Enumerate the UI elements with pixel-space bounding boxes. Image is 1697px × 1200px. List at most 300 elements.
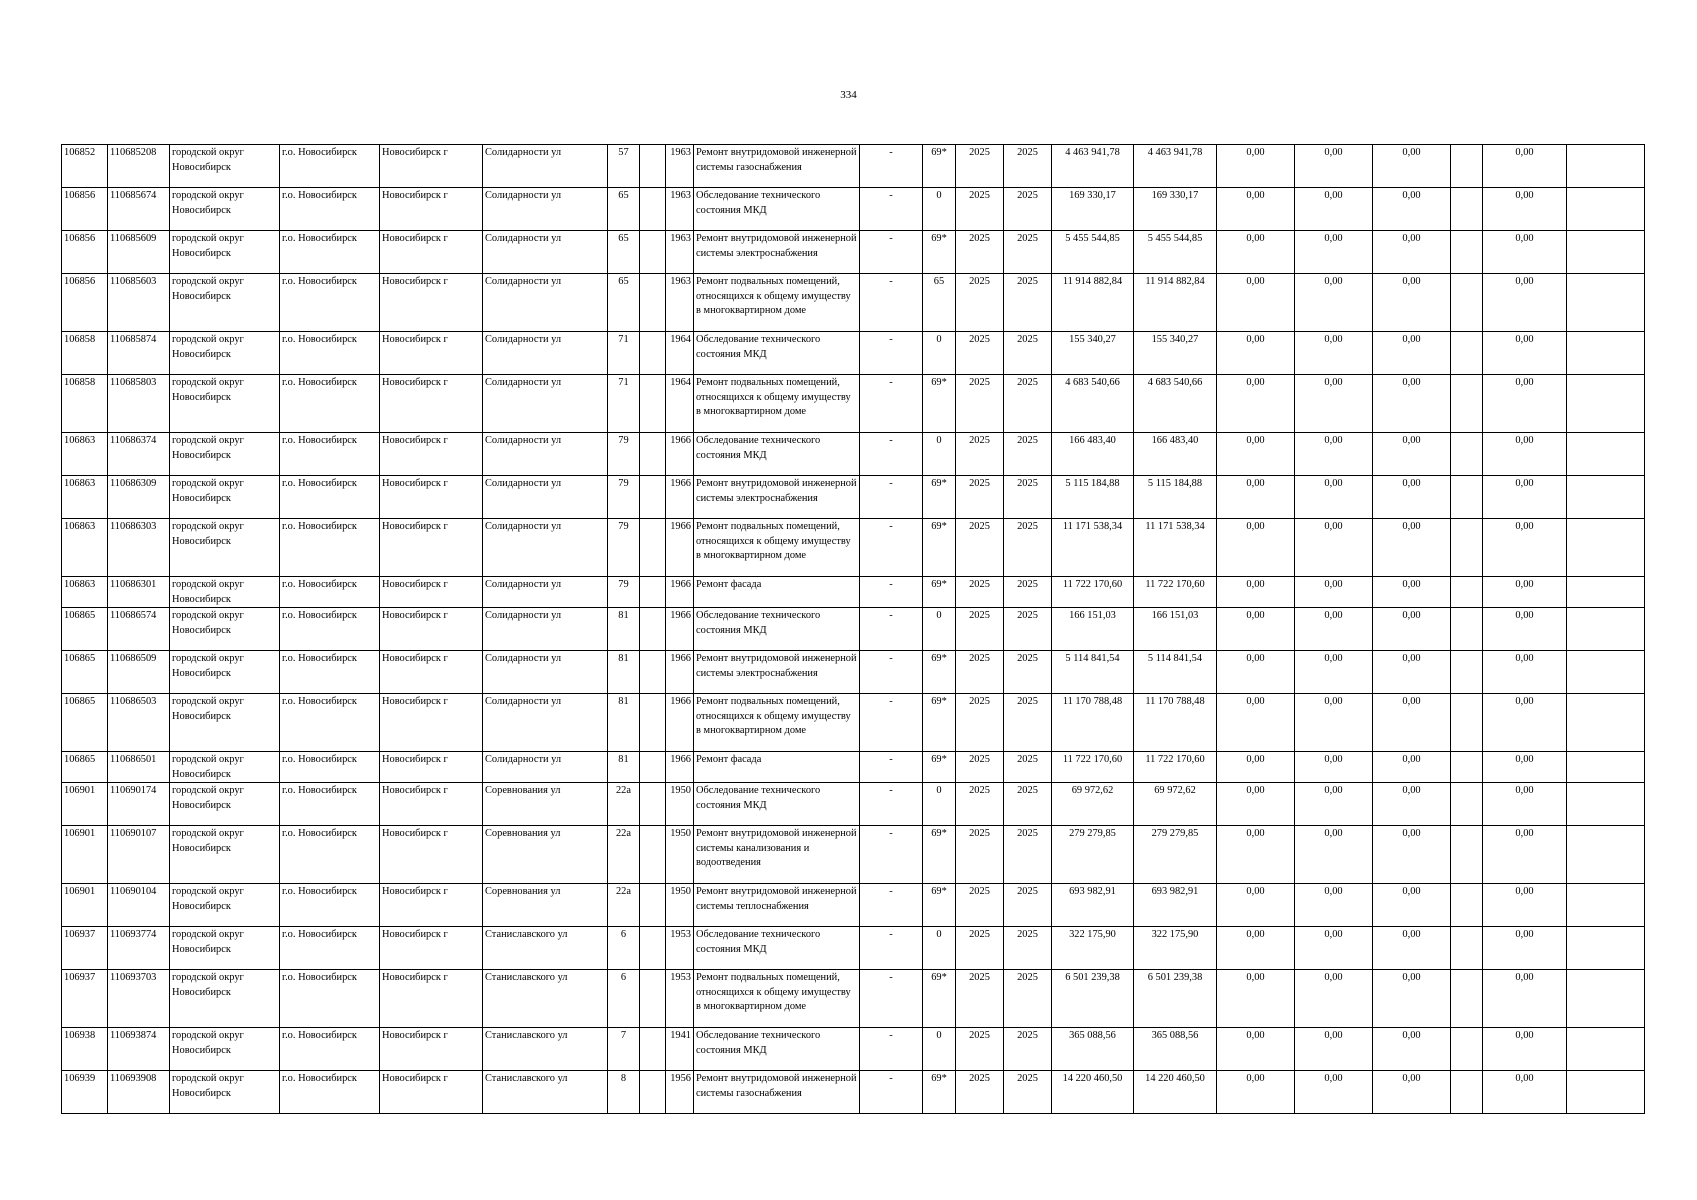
cell-street: Солидарности ул [483, 694, 608, 752]
cell-owners-funds: 0,00 [1483, 694, 1567, 752]
cell-municipality: городской округ Новосибирск [170, 1028, 280, 1071]
cell-work-id: 110693774 [108, 927, 170, 970]
cell-total-cost: 693 982,91 [1052, 884, 1134, 927]
cell-work-id: 110685609 [108, 231, 170, 274]
cell-work-type: Ремонт подвальных помещений, относящихся к общему имуществу в многоквартирном доме [694, 274, 860, 332]
cell-district: г.о. Новосибирск [280, 1028, 380, 1071]
cell-total-cost: 6 501 239,38 [1052, 970, 1134, 1028]
cell-owners-funds: 0,00 [1483, 375, 1567, 433]
cell-district: г.о. Новосибирск [280, 752, 380, 783]
cell-total-cost: 69 972,62 [1052, 783, 1134, 826]
cell-house-number: 65 [608, 274, 640, 332]
cell-street: Соревнования ул [483, 884, 608, 927]
cell-house-number: 81 [608, 651, 640, 694]
cell-fund-cost: 5 115 184,88 [1134, 476, 1217, 519]
cell-municipality: городской округ Новосибирск [170, 433, 280, 476]
cell-total-cost: 166 151,03 [1052, 608, 1134, 651]
cell-work-id: 110686574 [108, 608, 170, 651]
cell-fund-cost: 279 279,85 [1134, 826, 1217, 884]
cell-street: Солидарности ул [483, 752, 608, 783]
cell-year-built: 1966 [666, 577, 694, 608]
cell-house-id: 106856 [62, 274, 108, 332]
cell-budget-regional: 0,00 [1295, 577, 1373, 608]
cell-owners-funds: 0,00 [1483, 783, 1567, 826]
cell-budget-regional: 0,00 [1295, 476, 1373, 519]
cell-work-type: Обследование технического состояния МКД [694, 608, 860, 651]
page-number: 334 [840, 89, 857, 101]
cell-fund-cost: 5 114 841,54 [1134, 651, 1217, 694]
cell-budget-regional: 0,00 [1295, 694, 1373, 752]
cell-owners-funds: 0,00 [1483, 231, 1567, 274]
table-row [62, 694, 1645, 752]
cell-house-id: 106937 [62, 927, 108, 970]
cell-owners-funds: 0,00 [1483, 884, 1567, 927]
cell-year-start: 2025 [956, 476, 1004, 519]
cell-settlement: Новосибирск г [380, 188, 483, 231]
cell-wear-percent: 69* [923, 970, 956, 1028]
cell-budget-federal: 0,00 [1217, 332, 1295, 375]
cell-house-id: 106858 [62, 332, 108, 375]
cell-year-end: 2025 [1004, 826, 1052, 884]
cell-building [640, 927, 666, 970]
cell-district: г.о. Новосибирск [280, 1071, 380, 1114]
cell-note [1567, 608, 1645, 651]
cell-empty [1451, 274, 1483, 332]
cell-building [640, 1028, 666, 1071]
cell-budget-local: 0,00 [1373, 332, 1451, 375]
cell-district: г.о. Новосибирск [280, 519, 380, 577]
cell-year-end: 2025 [1004, 970, 1052, 1028]
cell-dash: - [860, 476, 923, 519]
cell-settlement: Новосибирск г [380, 231, 483, 274]
cell-year-end: 2025 [1004, 694, 1052, 752]
cell-empty [1451, 476, 1483, 519]
cell-work-type: Обследование технического состояния МКД [694, 188, 860, 231]
cell-budget-local: 0,00 [1373, 188, 1451, 231]
cell-budget-federal: 0,00 [1217, 651, 1295, 694]
cell-house-number: 79 [608, 476, 640, 519]
cell-dash: - [860, 694, 923, 752]
cell-house-id: 106856 [62, 188, 108, 231]
cell-budget-local: 0,00 [1373, 783, 1451, 826]
cell-work-type: Ремонт внутридомовой инженерной системы газоснабжения [694, 145, 860, 188]
cell-note [1567, 752, 1645, 783]
cell-district: г.о. Новосибирск [280, 608, 380, 651]
cell-fund-cost: 4 683 540,66 [1134, 375, 1217, 433]
cell-fund-cost: 155 340,27 [1134, 332, 1217, 375]
cell-work-type: Обследование технического состояния МКД [694, 927, 860, 970]
cell-street: Солидарности ул [483, 375, 608, 433]
cell-budget-local: 0,00 [1373, 884, 1451, 927]
cell-year-end: 2025 [1004, 231, 1052, 274]
cell-work-type: Обследование технического состояния МКД [694, 783, 860, 826]
cell-building [640, 752, 666, 783]
cell-budget-federal: 0,00 [1217, 375, 1295, 433]
cell-budget-regional: 0,00 [1295, 783, 1373, 826]
cell-note [1567, 1071, 1645, 1114]
cell-settlement: Новосибирск г [380, 145, 483, 188]
cell-budget-regional: 0,00 [1295, 927, 1373, 970]
cell-house-number: 71 [608, 332, 640, 375]
cell-building [640, 577, 666, 608]
cell-municipality: городской округ Новосибирск [170, 519, 280, 577]
cell-owners-funds: 0,00 [1483, 608, 1567, 651]
cell-work-type: Ремонт подвальных помещений, относящихся к общему имуществу в многоквартирном доме [694, 375, 860, 433]
cell-house-number: 8 [608, 1071, 640, 1114]
cell-work-type: Обследование технического состояния МКД [694, 332, 860, 375]
cell-municipality: городской округ Новосибирск [170, 783, 280, 826]
table-row [62, 1028, 1645, 1071]
cell-empty [1451, 145, 1483, 188]
cell-work-type: Ремонт фасада [694, 577, 860, 608]
cell-street: Станиславского ул [483, 1071, 608, 1114]
cell-dash: - [860, 577, 923, 608]
cell-year-built: 1963 [666, 145, 694, 188]
cell-street: Солидарности ул [483, 145, 608, 188]
cell-building [640, 433, 666, 476]
cell-street: Солидарности ул [483, 577, 608, 608]
cell-year-built: 1953 [666, 970, 694, 1028]
cell-settlement: Новосибирск г [380, 608, 483, 651]
table-row [62, 231, 1645, 274]
cell-note [1567, 274, 1645, 332]
cell-fund-cost: 5 455 544,85 [1134, 231, 1217, 274]
cell-year-start: 2025 [956, 927, 1004, 970]
cell-house-number: 22а [608, 884, 640, 927]
cell-fund-cost: 14 220 460,50 [1134, 1071, 1217, 1114]
cell-house-id: 106865 [62, 694, 108, 752]
cell-district: г.о. Новосибирск [280, 577, 380, 608]
cell-total-cost: 5 114 841,54 [1052, 651, 1134, 694]
cell-work-id: 110686309 [108, 476, 170, 519]
cell-house-number: 79 [608, 519, 640, 577]
cell-budget-local: 0,00 [1373, 375, 1451, 433]
cell-house-id: 106939 [62, 1071, 108, 1114]
cell-wear-percent: 0 [923, 332, 956, 375]
cell-wear-percent: 0 [923, 1028, 956, 1071]
cell-work-id: 110685603 [108, 274, 170, 332]
cell-year-start: 2025 [956, 519, 1004, 577]
cell-work-type: Ремонт подвальных помещений, относящихся к общему имуществу в многоквартирном доме [694, 694, 860, 752]
cell-wear-percent: 0 [923, 608, 956, 651]
cell-year-built: 1966 [666, 651, 694, 694]
cell-work-id: 110693874 [108, 1028, 170, 1071]
cell-budget-federal: 0,00 [1217, 826, 1295, 884]
cell-budget-local: 0,00 [1373, 927, 1451, 970]
cell-owners-funds: 0,00 [1483, 145, 1567, 188]
cell-note [1567, 519, 1645, 577]
cell-municipality: городской округ Новосибирск [170, 927, 280, 970]
table-row [62, 884, 1645, 927]
cell-building [640, 274, 666, 332]
cell-total-cost: 155 340,27 [1052, 332, 1134, 375]
cell-year-end: 2025 [1004, 145, 1052, 188]
cell-budget-regional: 0,00 [1295, 145, 1373, 188]
cell-settlement: Новосибирск г [380, 476, 483, 519]
table-row [62, 1071, 1645, 1114]
cell-work-id: 110690174 [108, 783, 170, 826]
cell-budget-federal: 0,00 [1217, 970, 1295, 1028]
cell-street: Станиславского ул [483, 1028, 608, 1071]
cell-district: г.о. Новосибирск [280, 884, 380, 927]
cell-dash: - [860, 752, 923, 783]
cell-empty [1451, 884, 1483, 927]
cell-empty [1451, 783, 1483, 826]
cell-street: Станиславского ул [483, 970, 608, 1028]
cell-year-start: 2025 [956, 577, 1004, 608]
cell-year-start: 2025 [956, 1028, 1004, 1071]
cell-total-cost: 11 914 882,84 [1052, 274, 1134, 332]
cell-budget-local: 0,00 [1373, 577, 1451, 608]
cell-fund-cost: 322 175,90 [1134, 927, 1217, 970]
cell-settlement: Новосибирск г [380, 651, 483, 694]
cell-fund-cost: 166 483,40 [1134, 433, 1217, 476]
cell-street: Солидарности ул [483, 231, 608, 274]
cell-street: Солидарности ул [483, 274, 608, 332]
cell-house-number: 22а [608, 783, 640, 826]
cell-year-built: 1963 [666, 274, 694, 332]
cell-dash: - [860, 375, 923, 433]
cell-budget-local: 0,00 [1373, 274, 1451, 332]
cell-wear-percent: 0 [923, 927, 956, 970]
cell-year-built: 1953 [666, 927, 694, 970]
cell-budget-regional: 0,00 [1295, 1028, 1373, 1071]
cell-dash: - [860, 608, 923, 651]
cell-total-cost: 4 463 941,78 [1052, 145, 1134, 188]
cell-year-end: 2025 [1004, 188, 1052, 231]
cell-owners-funds: 0,00 [1483, 188, 1567, 231]
cell-settlement: Новосибирск г [380, 274, 483, 332]
cell-municipality: городской округ Новосибирск [170, 375, 280, 433]
cell-budget-federal: 0,00 [1217, 519, 1295, 577]
cell-total-cost: 365 088,56 [1052, 1028, 1134, 1071]
cell-empty [1451, 826, 1483, 884]
cell-house-number: 65 [608, 188, 640, 231]
cell-building [640, 188, 666, 231]
cell-total-cost: 11 171 538,34 [1052, 519, 1134, 577]
cell-year-built: 1964 [666, 375, 694, 433]
cell-building [640, 884, 666, 927]
cell-work-id: 110690107 [108, 826, 170, 884]
cell-year-built: 1966 [666, 476, 694, 519]
table-body [62, 145, 1645, 1114]
cell-owners-funds: 0,00 [1483, 826, 1567, 884]
cell-budget-regional: 0,00 [1295, 608, 1373, 651]
cell-dash: - [860, 1028, 923, 1071]
table-row [62, 519, 1645, 577]
cell-budget-federal: 0,00 [1217, 608, 1295, 651]
cell-municipality: городской округ Новосибирск [170, 577, 280, 608]
cell-street: Солидарности ул [483, 519, 608, 577]
cell-house-id: 106901 [62, 884, 108, 927]
cell-total-cost: 14 220 460,50 [1052, 1071, 1134, 1114]
cell-dash: - [860, 519, 923, 577]
cell-building [640, 694, 666, 752]
cell-wear-percent: 69* [923, 476, 956, 519]
cell-municipality: городской округ Новосибирск [170, 145, 280, 188]
cell-building [640, 476, 666, 519]
cell-municipality: городской округ Новосибирск [170, 752, 280, 783]
table-row [62, 651, 1645, 694]
cell-year-start: 2025 [956, 188, 1004, 231]
cell-year-end: 2025 [1004, 519, 1052, 577]
cell-budget-federal: 0,00 [1217, 433, 1295, 476]
cell-budget-local: 0,00 [1373, 1071, 1451, 1114]
cell-house-number: 22а [608, 826, 640, 884]
cell-street: Станиславского ул [483, 927, 608, 970]
cell-wear-percent: 69* [923, 884, 956, 927]
cell-owners-funds: 0,00 [1483, 433, 1567, 476]
cell-budget-local: 0,00 [1373, 608, 1451, 651]
cell-house-id: 106858 [62, 375, 108, 433]
cell-work-id: 110686503 [108, 694, 170, 752]
cell-settlement: Новосибирск г [380, 884, 483, 927]
cell-street: Солидарности ул [483, 332, 608, 375]
cell-street: Солидарности ул [483, 651, 608, 694]
cell-building [640, 783, 666, 826]
table-row [62, 608, 1645, 651]
cell-work-type: Обследование технического состояния МКД [694, 433, 860, 476]
cell-budget-regional: 0,00 [1295, 826, 1373, 884]
cell-budget-federal: 0,00 [1217, 577, 1295, 608]
cell-fund-cost: 69 972,62 [1134, 783, 1217, 826]
cell-house-id: 106865 [62, 651, 108, 694]
cell-year-end: 2025 [1004, 375, 1052, 433]
cell-empty [1451, 188, 1483, 231]
cell-note [1567, 970, 1645, 1028]
cell-dash: - [860, 783, 923, 826]
cell-house-id: 106938 [62, 1028, 108, 1071]
cell-house-number: 71 [608, 375, 640, 433]
cell-budget-regional: 0,00 [1295, 188, 1373, 231]
table-row [62, 145, 1645, 188]
cell-house-id: 106852 [62, 145, 108, 188]
cell-year-built: 1966 [666, 752, 694, 783]
cell-note [1567, 433, 1645, 476]
cell-building [640, 651, 666, 694]
cell-dash: - [860, 274, 923, 332]
cell-dash: - [860, 884, 923, 927]
cell-total-cost: 11 170 788,48 [1052, 694, 1134, 752]
cell-municipality: городской округ Новосибирск [170, 608, 280, 651]
cell-owners-funds: 0,00 [1483, 752, 1567, 783]
cell-owners-funds: 0,00 [1483, 1071, 1567, 1114]
cell-wear-percent: 69* [923, 1071, 956, 1114]
cell-owners-funds: 0,00 [1483, 970, 1567, 1028]
cell-wear-percent: 0 [923, 188, 956, 231]
cell-municipality: городской округ Новосибирск [170, 476, 280, 519]
cell-note [1567, 651, 1645, 694]
cell-note [1567, 188, 1645, 231]
cell-budget-regional: 0,00 [1295, 1071, 1373, 1114]
cell-wear-percent: 69* [923, 375, 956, 433]
cell-empty [1451, 927, 1483, 970]
table-row [62, 577, 1645, 608]
cell-municipality: городской округ Новосибирск [170, 884, 280, 927]
cell-work-type: Ремонт фасада [694, 752, 860, 783]
cell-district: г.о. Новосибирск [280, 274, 380, 332]
cell-work-id: 110685803 [108, 375, 170, 433]
cell-budget-regional: 0,00 [1295, 752, 1373, 783]
cell-empty [1451, 433, 1483, 476]
cell-settlement: Новосибирск г [380, 332, 483, 375]
cell-year-built: 1956 [666, 1071, 694, 1114]
cell-municipality: городской округ Новосибирск [170, 188, 280, 231]
cell-house-id: 106863 [62, 519, 108, 577]
cell-district: г.о. Новосибирск [280, 694, 380, 752]
cell-year-start: 2025 [956, 332, 1004, 375]
cell-total-cost: 11 722 170,60 [1052, 752, 1134, 783]
cell-house-number: 81 [608, 752, 640, 783]
cell-house-number: 65 [608, 231, 640, 274]
cell-empty [1451, 651, 1483, 694]
cell-owners-funds: 0,00 [1483, 476, 1567, 519]
cell-building [640, 332, 666, 375]
cell-note [1567, 476, 1645, 519]
cell-fund-cost: 4 463 941,78 [1134, 145, 1217, 188]
cell-municipality: городской округ Новосибирск [170, 826, 280, 884]
cell-year-end: 2025 [1004, 433, 1052, 476]
cell-year-end: 2025 [1004, 608, 1052, 651]
cell-work-id: 110685208 [108, 145, 170, 188]
cell-year-built: 1966 [666, 519, 694, 577]
cell-work-id: 110686374 [108, 433, 170, 476]
cell-year-end: 2025 [1004, 274, 1052, 332]
cell-empty [1451, 375, 1483, 433]
cell-note [1567, 1028, 1645, 1071]
cell-work-id: 110685874 [108, 332, 170, 375]
cell-street: Солидарности ул [483, 188, 608, 231]
cell-note [1567, 927, 1645, 970]
cell-year-built: 1963 [666, 231, 694, 274]
cell-house-id: 106863 [62, 577, 108, 608]
cell-year-built: 1966 [666, 694, 694, 752]
cell-street: Соревнования ул [483, 826, 608, 884]
cell-note [1567, 694, 1645, 752]
cell-total-cost: 5 455 544,85 [1052, 231, 1134, 274]
cell-dash: - [860, 826, 923, 884]
cell-district: г.о. Новосибирск [280, 826, 380, 884]
cell-year-end: 2025 [1004, 884, 1052, 927]
cell-settlement: Новосибирск г [380, 927, 483, 970]
cell-year-start: 2025 [956, 145, 1004, 188]
cell-note [1567, 577, 1645, 608]
cell-work-type: Ремонт внутридомовой инженерной системы электроснабжения [694, 651, 860, 694]
table-row [62, 927, 1645, 970]
cell-owners-funds: 0,00 [1483, 1028, 1567, 1071]
cell-owners-funds: 0,00 [1483, 651, 1567, 694]
cell-owners-funds: 0,00 [1483, 274, 1567, 332]
cell-empty [1451, 577, 1483, 608]
cell-budget-local: 0,00 [1373, 231, 1451, 274]
cell-year-start: 2025 [956, 783, 1004, 826]
cell-district: г.о. Новосибирск [280, 927, 380, 970]
cell-district: г.о. Новосибирск [280, 188, 380, 231]
cell-budget-regional: 0,00 [1295, 375, 1373, 433]
cell-year-start: 2025 [956, 375, 1004, 433]
cell-budget-local: 0,00 [1373, 145, 1451, 188]
cell-street: Солидарности ул [483, 476, 608, 519]
cell-note [1567, 332, 1645, 375]
cell-work-type: Ремонт внутридомовой инженерной системы электроснабжения [694, 476, 860, 519]
cell-dash: - [860, 332, 923, 375]
cell-fund-cost: 11 170 788,48 [1134, 694, 1217, 752]
cell-dash: - [860, 145, 923, 188]
cell-work-type: Ремонт внутридомовой инженерной системы электроснабжения [694, 231, 860, 274]
cell-work-id: 110686301 [108, 577, 170, 608]
cell-building [640, 970, 666, 1028]
cell-budget-local: 0,00 [1373, 970, 1451, 1028]
